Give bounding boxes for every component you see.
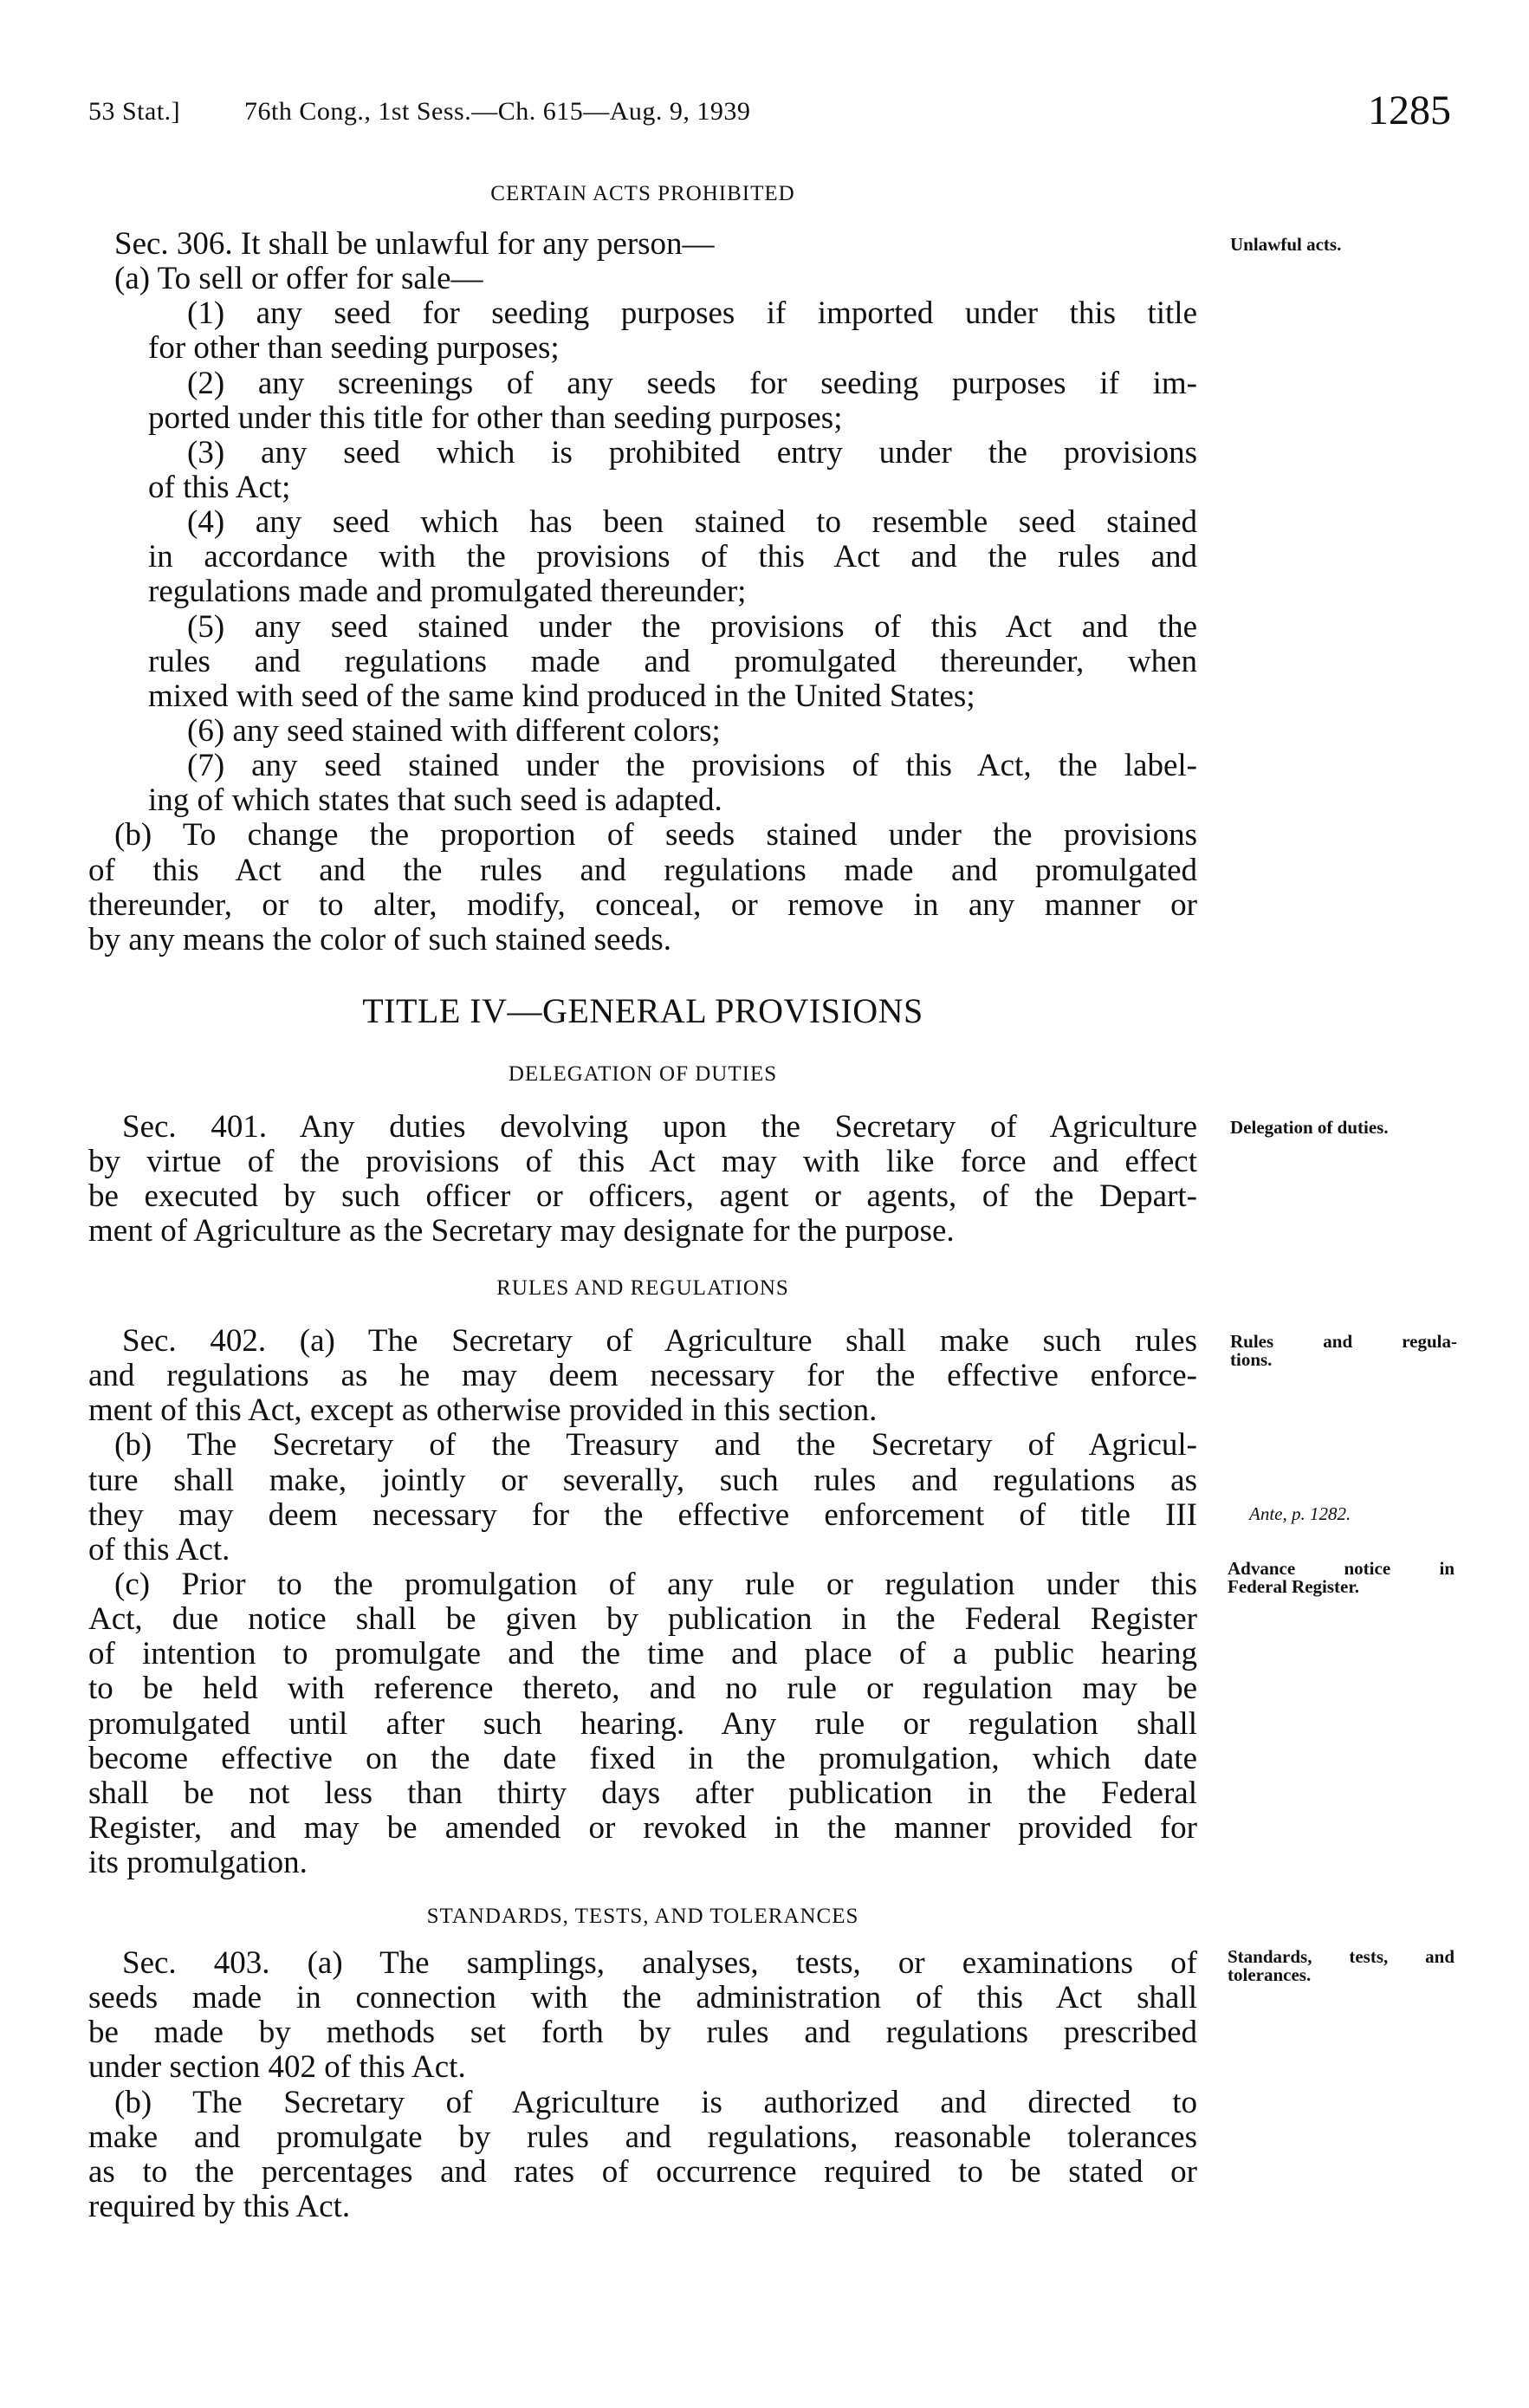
text-line: (b) The Secretary of the Treasury and the Secretary of Agricul- xyxy=(114,1427,1197,1464)
text-line: and regulations as he may deem necessary for the effective enforce- xyxy=(88,1358,1197,1394)
sidenote-line: Standards, tests, and xyxy=(1228,1946,1454,1967)
paragraph xyxy=(88,1428,1197,1567)
text-line: ment of Agriculture as the Secretary may designate for the purpose. xyxy=(88,1213,955,1249)
text-line: Act, due notice shall be given by publication in the Federal Register xyxy=(88,1601,1197,1638)
paragraph xyxy=(88,367,1197,436)
paragraph xyxy=(88,610,1197,714)
text-line: by any means the color of such stained seeds. xyxy=(88,921,672,957)
text-line: (3) any seed which is prohibited entry under the provisions xyxy=(187,434,1197,471)
text-line: for other than seeding purposes; xyxy=(148,330,560,367)
text-line: its promulgation. xyxy=(88,1845,308,1881)
text-line: (a) To sell or offer for sale— xyxy=(114,261,483,297)
sidenote-rules xyxy=(1230,1333,1457,1369)
text-line: (2) any screenings of any seeds for seeding purposes if im- xyxy=(187,365,1197,401)
running-head-title: 76th Cong., 1st Sess.—Ch. 615—Aug. 9, 1939 xyxy=(244,97,751,126)
text-line: become effective on the date fixed in the promulgation, which date xyxy=(88,1740,1197,1776)
text-line: make and promulgate by rules and regulations, reasonable tolerances xyxy=(88,2119,1197,2155)
text-line: mixed with seed of the same kind produced in the United States; xyxy=(148,678,975,714)
text-line: ture shall make, jointly or severally, such rules and regulations as xyxy=(88,1462,1197,1498)
section-306 xyxy=(88,227,1197,957)
sidenote-delegation: Delegation of duties. xyxy=(1230,1117,1389,1138)
heading-delegation: DELEGATION OF DUTIES xyxy=(508,1062,778,1086)
text-line: (6) any seed stained with different colors; xyxy=(187,712,721,749)
text-line: under section 402 of this Act. xyxy=(88,2049,466,2086)
text-line: to be held with reference thereto, and no rule or regulation may be xyxy=(88,1671,1197,1707)
section-402 xyxy=(88,1324,1197,1880)
text-line: required by this Act. xyxy=(88,2188,351,2224)
section-403 xyxy=(88,1946,1197,2224)
text-line: (b) To change the proportion of seeds stained under the provisions xyxy=(114,817,1197,854)
text-line: (5) any seed stained under the provisions of this Act and the xyxy=(187,608,1197,645)
text-line: seeds made in connection with the administration of this Act shall xyxy=(88,1980,1197,2016)
text-line: ing of which states that such seed is adapted. xyxy=(148,782,722,819)
text-line: (b) The Secretary of Agriculture is authorized and directed to xyxy=(114,2084,1197,2120)
paragraph xyxy=(88,749,1197,818)
text-line: in accordance with the provisions of this Act and the rules and xyxy=(148,539,1197,575)
text-line: as to the percentages and rates of occurrence required to be stated or xyxy=(88,2153,1197,2190)
text-line: rules and regulations made and promulgated thereunder, when xyxy=(148,643,1197,679)
sidenote-line: Federal Register. xyxy=(1228,1576,1360,1597)
paragraph xyxy=(88,262,1197,296)
text-line: (1) any seed for seeding purposes if imported under this title xyxy=(187,295,1197,332)
running-head-volume: 53 Stat.] xyxy=(88,97,181,126)
sidenote-line: Advance notice in xyxy=(1228,1558,1454,1579)
paragraph xyxy=(88,1110,1197,1249)
section-401 xyxy=(88,1110,1197,1249)
title-iv-heading: TITLE IV—GENERAL PROVISIONS xyxy=(362,991,923,1030)
text-line: shall be not less than thirty days after publication in the Federal xyxy=(88,1775,1197,1811)
text-line: Sec. 403. (a) The samplings, analyses, tests, or examinations of xyxy=(122,1945,1197,1981)
text-line: they may deem necessary for the effective enforcement of title III xyxy=(88,1496,1197,1533)
page-number: 1285 xyxy=(1368,88,1451,133)
paragraph xyxy=(88,818,1197,957)
heading-certain-acts: CERTAIN ACTS PROHIBITED xyxy=(490,182,795,205)
paragraph xyxy=(88,436,1197,505)
paragraph xyxy=(88,227,1197,262)
text-line: ment of this Act, except as otherwise provided in this section. xyxy=(88,1392,878,1429)
heading-rules: RULES AND REGULATIONS xyxy=(496,1276,789,1300)
text-line: be made by methods set forth by rules and regulations prescribed xyxy=(88,2015,1197,2051)
text-line: be executed by such officer or officers, agent or agents, of the Depart- xyxy=(88,1178,1197,1215)
paragraph xyxy=(88,505,1197,609)
text-line: ported under this title for other than seeding purposes; xyxy=(148,399,843,436)
text-line: (7) any seed stained under the provisions of this Act, the label- xyxy=(187,748,1197,784)
text-line: of intention to promulgate and the time and place of a public hearing xyxy=(88,1636,1197,1672)
text-line: thereunder, or to alter, modify, conceal, or remove in any manner or xyxy=(88,886,1197,923)
text-line: (c) Prior to the promulgation of any rule or regulation under this xyxy=(114,1566,1197,1602)
text-line: of this Act; xyxy=(148,469,291,505)
sidenote-standards xyxy=(1228,1948,1454,1984)
paragraph xyxy=(88,296,1197,366)
paragraph xyxy=(88,1324,1197,1428)
sidenote-line: tions. xyxy=(1230,1349,1273,1370)
sidenote-advance-notice xyxy=(1228,1560,1454,1596)
paragraph xyxy=(88,714,1197,749)
paragraph xyxy=(88,2086,1197,2225)
heading-standards: STANDARDS, TESTS, AND TOLERANCES xyxy=(426,1905,859,1928)
sidenote-ante: Ante, p. 1282. xyxy=(1249,1503,1351,1524)
sidenote-unlawful-acts: Unlawful acts. xyxy=(1230,234,1342,255)
text-line: by virtue of the provisions of this Act may with like force and effect xyxy=(88,1144,1197,1180)
text-line: (4) any seed which has been stained to resemble seed stained xyxy=(187,504,1197,541)
text-line: of this Act. xyxy=(88,1531,230,1567)
sidenote-line: tolerances. xyxy=(1228,1964,1312,1985)
sidenote-line: Rules and regula- xyxy=(1230,1331,1457,1352)
text-line: of this Act and the rules and regulations made and promulgated xyxy=(88,852,1197,888)
text-line: Sec. 306. It shall be unlawful for any person— xyxy=(114,226,715,262)
text-line: Sec. 401. Any duties devolving upon the Secretary of Agriculture xyxy=(122,1109,1197,1145)
text-line: Register, and may be amended or revoked in the manner provided for xyxy=(88,1809,1197,1846)
text-line: regulations made and promulgated thereunder; xyxy=(148,574,747,610)
text-line: promulgated until after such hearing. Any rule or regulation shall xyxy=(88,1705,1197,1742)
paragraph xyxy=(88,1567,1197,1880)
text-line: Sec. 402. (a) The Secretary of Agriculture shall make such rules xyxy=(122,1323,1197,1359)
paragraph xyxy=(88,1946,1197,2086)
